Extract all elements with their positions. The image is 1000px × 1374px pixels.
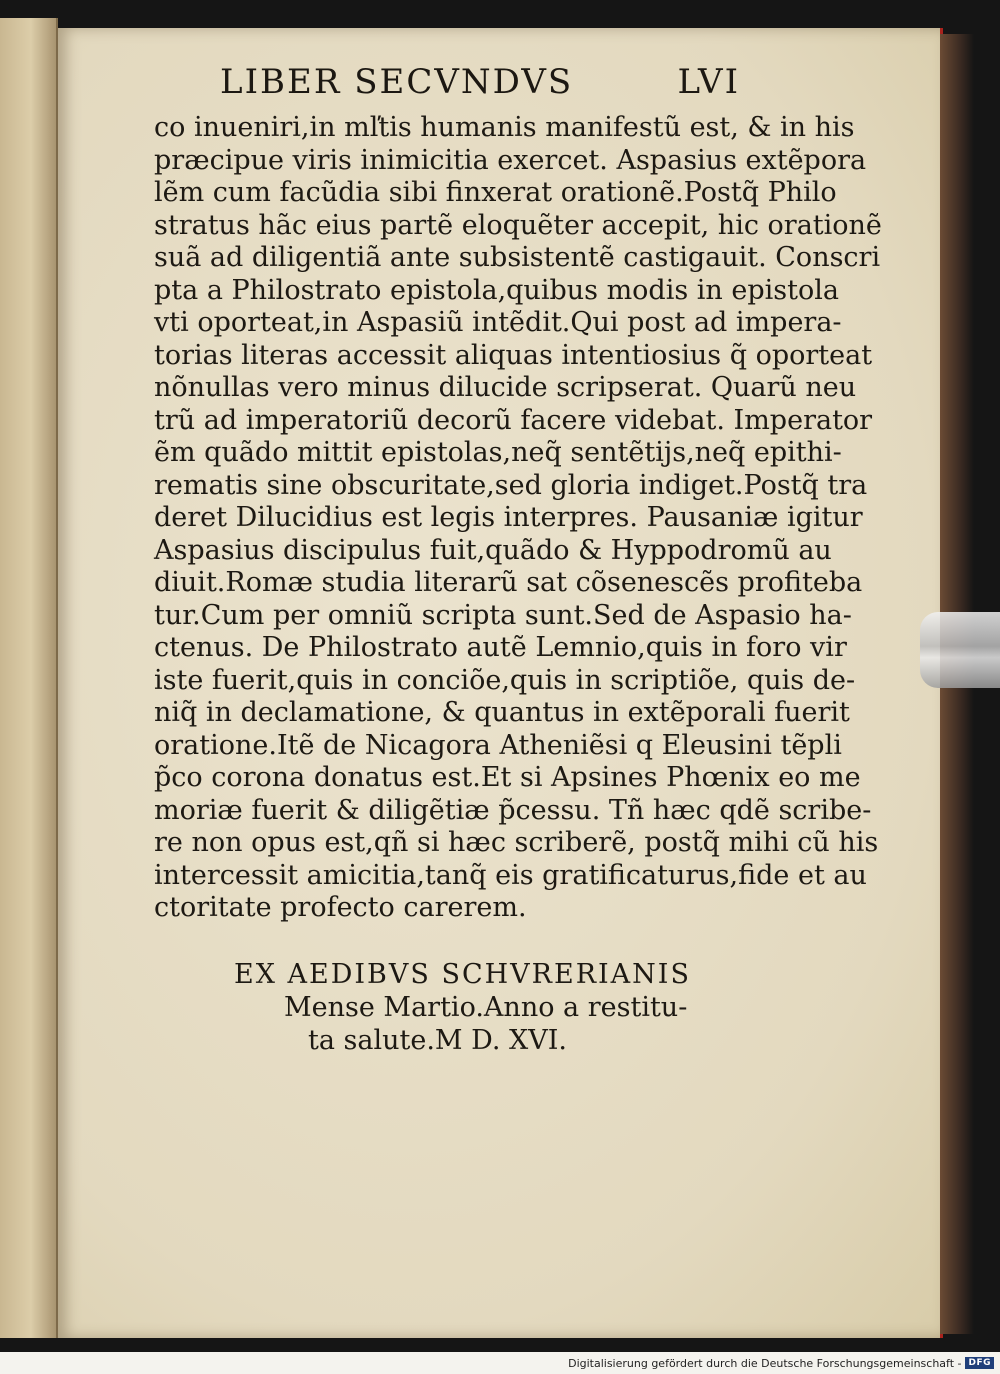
funding-credit: Digitalisierung gefördert durch die Deutsche Forschungsgemeinschaft - [568,1356,962,1370]
text-line: diuit.Romæ studia literarũ sat cõsenescẽs profiteba [154,567,863,598]
colophon-year: ta salute.M D. XVI. [308,1025,567,1056]
text-line: tur.Cum per omniũ scripta sunt.Sed de Aspasio ha- [154,599,852,631]
text-line: torias literas accessit aliquas intentiosius q̃ oporteat [154,339,873,371]
folio-number: LVI [677,62,740,102]
text-line: præcipue viris inimicitia exercet. Aspasius extẽpora [154,144,867,176]
running-title: LIBER SECVNDVS [220,62,574,102]
text-line: suã ad diligentiã ante subsistentẽ castigauit. Conscri [154,242,881,273]
text-line: moriæ fuerit & diligẽtiæ p̃cessu. Tñ hæc qdẽ scribe- [154,794,872,826]
body-text [154,112,882,925]
text-line: re non opus est,qñ si hæc scriberẽ, postq̃ mihi cũ his [154,827,879,858]
text-line: vti oporteat,in Aspasiũ intẽdit.Qui post ad impera- [154,307,842,338]
text-line: ctoritate profecto carerem. [154,892,527,923]
text-line: oratione.Itẽ de Nicagora Atheniẽsi q Eleusini tẽpli [154,729,842,761]
text-line: p̃co corona donatus est.Et si Apsines Phœnix eo me [154,762,861,793]
text-line: Aspasius discipulus fuit,quãdo & Hyppodromũ au [154,534,832,566]
colophon-date: Mense Martio.Anno a restitu- [284,992,688,1023]
colophon [234,958,754,1057]
text-line: lẽm cum facũdia sibi finxerat orationẽ.Postq̃ Philo [154,177,837,208]
facing-page-edge [0,18,58,1338]
running-header [220,62,740,110]
text-line: iste fuerit,quis in conciõe,quis in scriptiõe, quis de- [154,664,856,696]
colophon-printer: EX AEDIBVS SCHVRERIANIS [234,959,691,990]
bookmark-tab [920,612,1000,688]
text-line: deret Dilucidius est legis interpres. Pausaniæ igitur [154,502,863,533]
text-line: trũ ad imperatoriũ decorũ facere videbat. Imperator [154,404,873,436]
text-line: co inueniri,in mľtis humanis manifestũ est, & in his [154,112,855,143]
text-line: pta a Philostrato epistola,quibus modis in epistola [154,274,839,306]
text-line: ẽm quãdo mittit epistolas,neq̃ sentẽtijs,neq̃ epithi- [154,437,842,468]
text-line: nõnullas vero minus dilucide scripserat. Quarũ neu [154,372,857,403]
dfg-logo-icon: DFG [965,1357,994,1369]
text-line: ctenus. De Philostrato autẽ Lemnio,quis in foro vir [154,632,847,663]
digitization-footer [568,1354,994,1372]
text-line: rematis sine obscuritate,sed gloria indiget.Postq̃ tra [154,469,868,501]
text-line: niq̃ in declamatione, & quantus in extẽporali fuerit [154,697,850,728]
text-line: intercessit amicitia,tanq̃ eis gratificaturus,fide et au [154,859,867,891]
text-line: stratus hãc eius partẽ eloquẽter accepit, hic orationẽ [154,209,882,241]
